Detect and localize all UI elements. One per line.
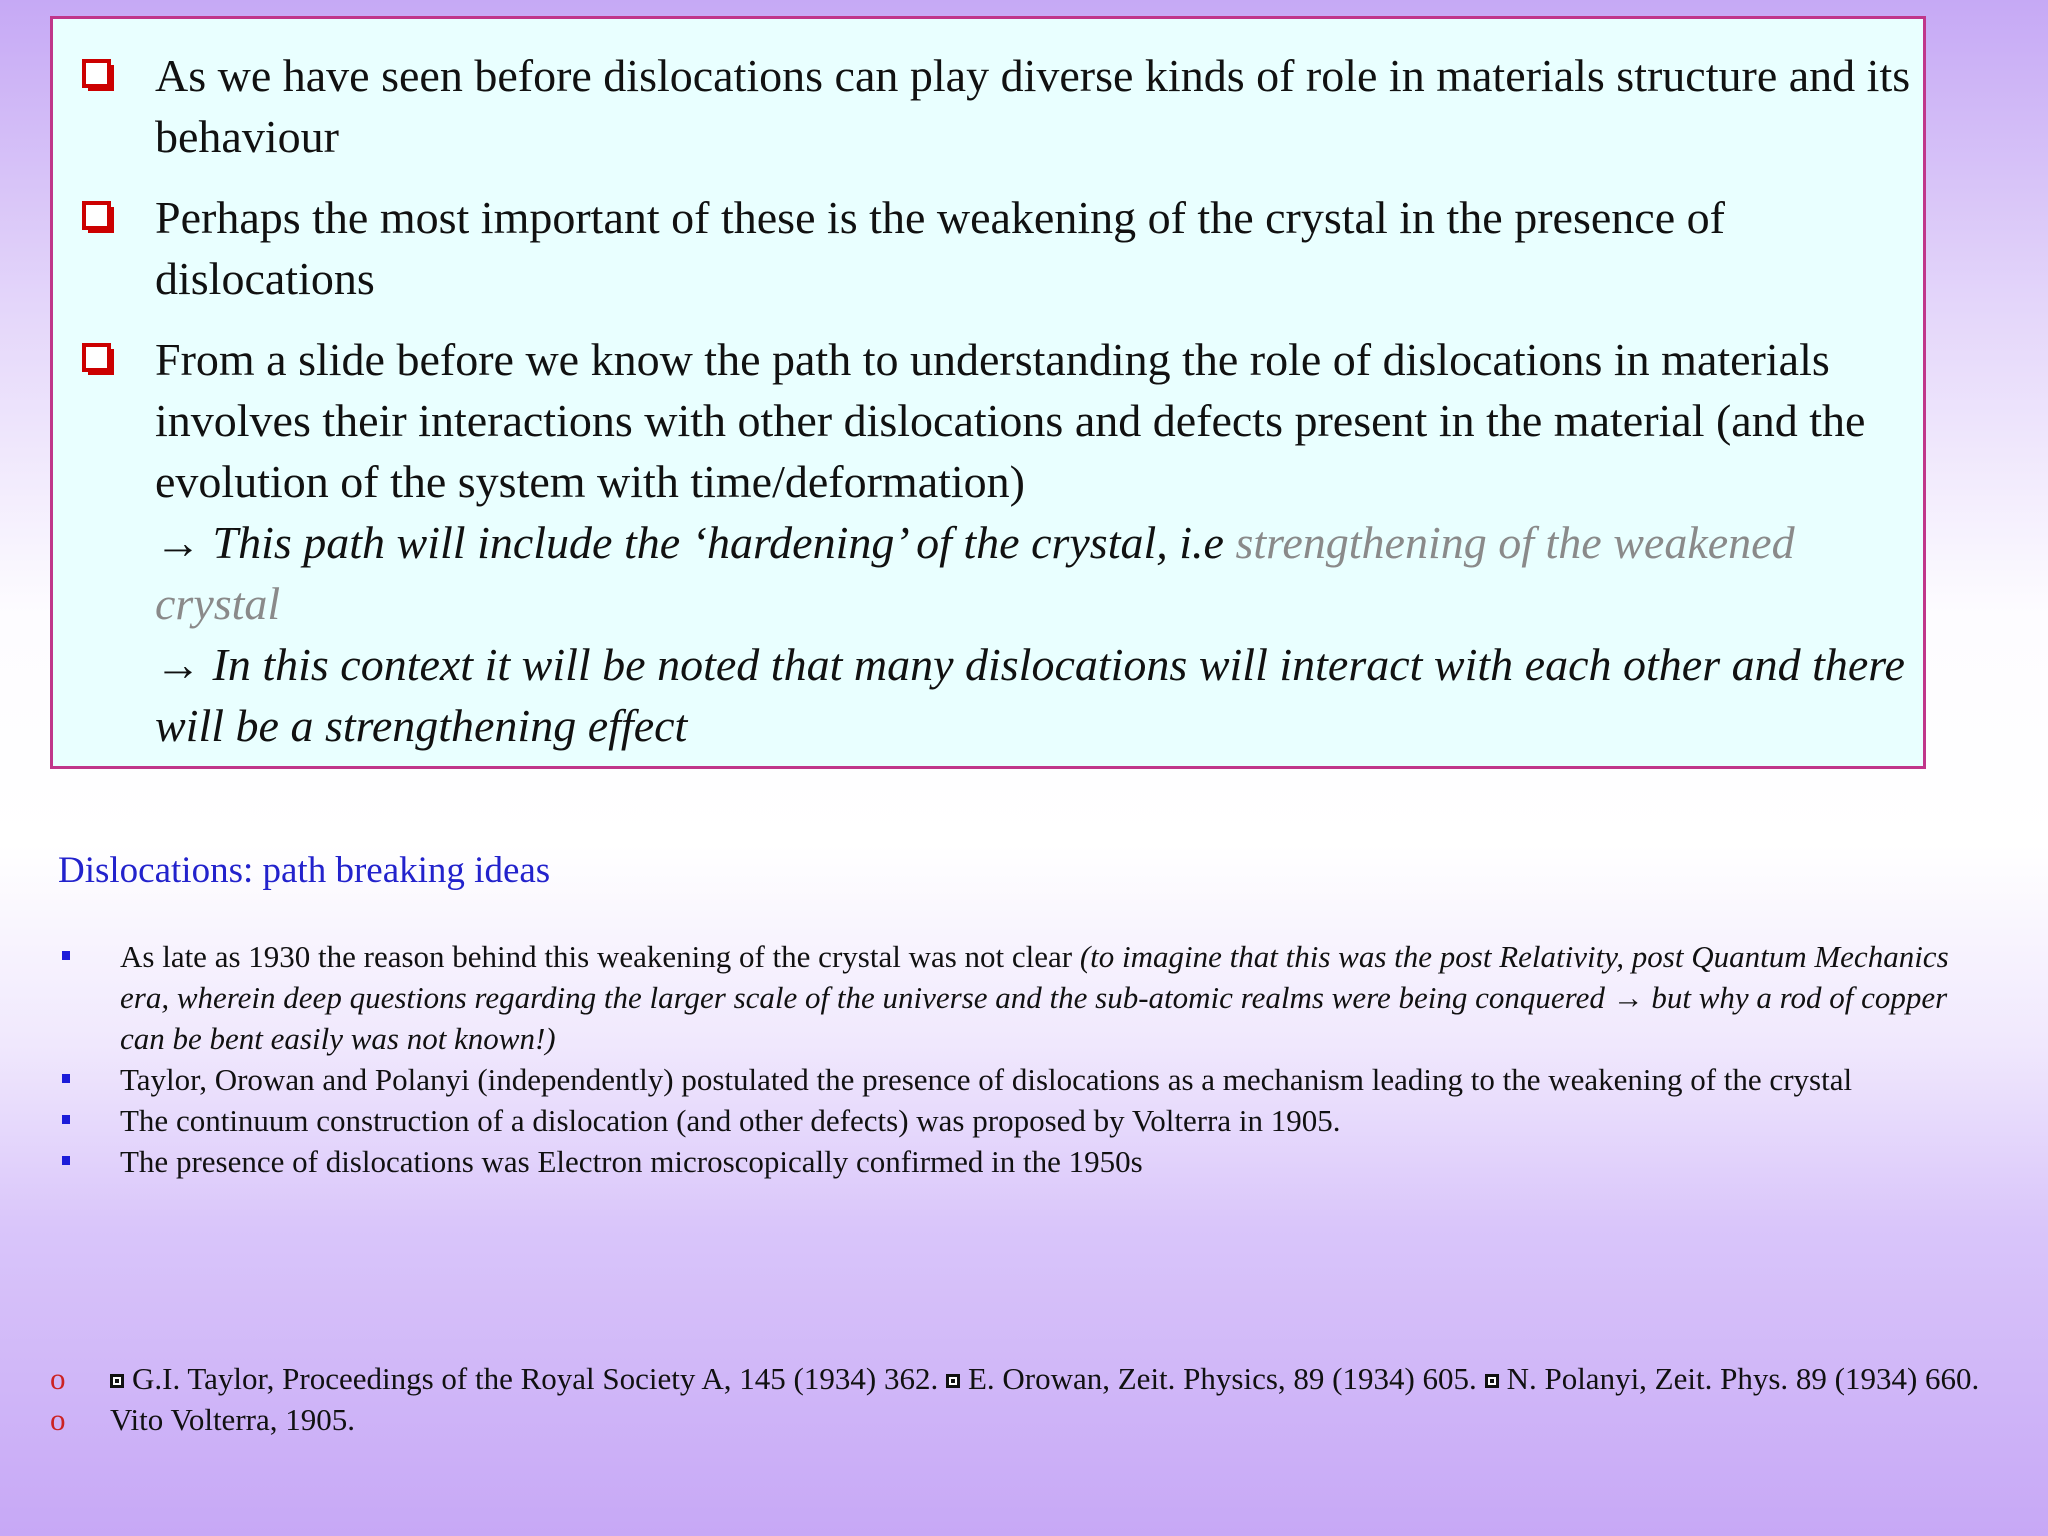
reference-list [48, 1358, 1988, 1440]
main-bullet-2-text: Perhaps the most important of these is the weakening of the crystal in the presence of dislocations [155, 192, 1725, 304]
reference-taylor: G.I. Taylor, Proceedings of the Royal Society A, 145 (1934) 362. [132, 1361, 946, 1396]
sub-bullet-1 [58, 936, 1988, 1059]
highlight-box [50, 16, 1926, 769]
reference-marker: o [50, 1361, 66, 1396]
reference-orowan: E. Orowan, Zeit. Physics, 89 (1934) 605. [967, 1361, 1485, 1396]
checkbox-icon [81, 58, 117, 94]
sub-bullet-4-text: The presence of dislocations was Electron microscopically confirmed in the 1950s [120, 1144, 1143, 1179]
arrow-line-hardening-main: → This path will include the ‘hardening’ of the crystal, i.e [155, 517, 1236, 568]
reference-volterra: Vito Volterra, 1905. [110, 1402, 355, 1437]
reference-2 [48, 1399, 1988, 1440]
small-square-icon [946, 1374, 960, 1388]
main-bullet-1-text: As we have seen before dislocations can play diverse kinds of role in materials structure and its behaviour [155, 50, 1911, 162]
arrow-line-context: → In this context it will be noted that many dislocations will interact with each other and there will be a strengthening effect [155, 639, 1905, 751]
main-bullet-list [75, 45, 1915, 776]
sub-bullet-3-text: The continuum construction of a dislocation (and other defects) was proposed by Volterra in 1905. [120, 1103, 1341, 1138]
sub-bullet-list [58, 936, 1988, 1182]
square-bullet-icon [62, 1115, 70, 1124]
main-bullet-3 [75, 329, 1915, 756]
small-square-icon [1485, 1374, 1499, 1388]
reference-1 [48, 1358, 1988, 1399]
sub-bullet-3 [58, 1100, 1988, 1141]
main-bullet-2 [75, 187, 1915, 309]
sub-bullet-1-text: As late as 1930 the reason behind this weakening of the crystal was not clear [120, 939, 1080, 974]
arrow-line-hardening [155, 512, 1915, 634]
reference-polanyi: N. Polanyi, Zeit. Phys. 89 (1934) 660. [1506, 1361, 1980, 1396]
checkbox-icon [81, 200, 117, 236]
sub-bullet-4 [58, 1141, 1988, 1182]
small-square-icon [110, 1374, 124, 1388]
main-bullet-1 [75, 45, 1915, 167]
arrow-line-hardening-gray: strengthening of the weakened crystal [155, 517, 1795, 629]
square-bullet-icon [62, 1074, 70, 1083]
sub-bullet-2-text: Taylor, Orowan and Polanyi (independently) postulated the presence of dislocations as a mechanism leading to the weakening of the crystal [120, 1062, 1853, 1097]
section-title: Dislocations: path breaking ideas [58, 850, 551, 891]
reference-marker: o [50, 1402, 66, 1437]
sub-bullet-1-italic: (to imagine that this was the post Relativity, post Quantum Mechanics era, wherein deep questions regarding the larger scale of the universe and the sub-atomic realms were being conquered → but why a rod of copper can be bent easily was not known!) [120, 939, 1949, 1056]
sub-bullet-2 [58, 1059, 1988, 1100]
main-bullet-3-text: From a slide before we know the path to understanding the role of dislocations in materials involves their interactions with other dislocations and defects present in the material (and the evolution of the system with time/deformation) [155, 334, 1866, 507]
checkbox-icon [81, 342, 117, 378]
square-bullet-icon [62, 951, 70, 960]
square-bullet-icon [62, 1156, 70, 1165]
